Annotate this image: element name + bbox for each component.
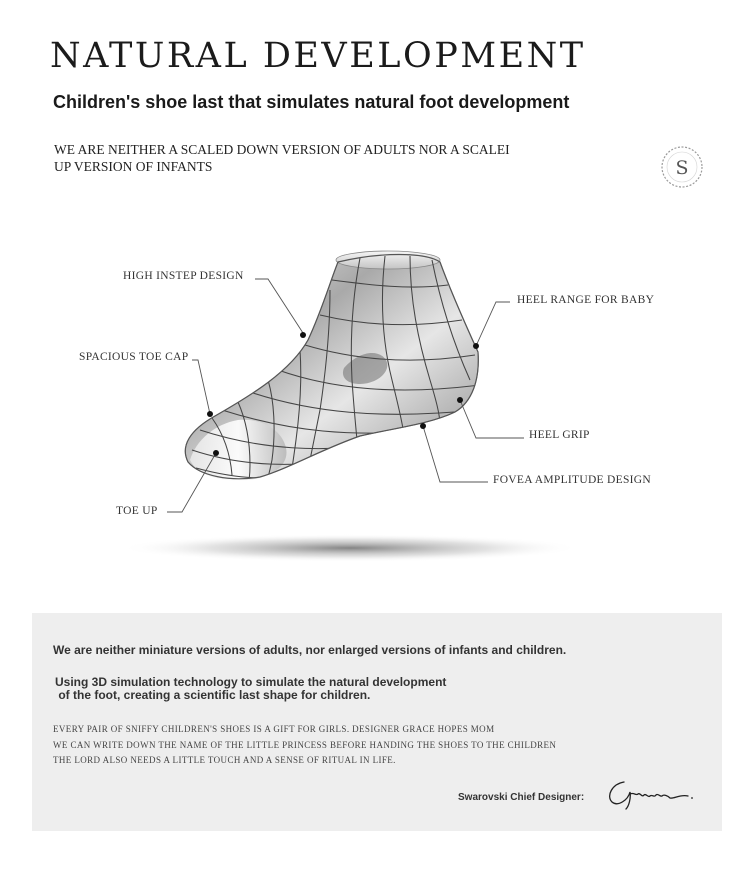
floor-shadow: [120, 534, 580, 562]
label-toe-up: TOE UP: [116, 505, 158, 517]
label-fovea-amplitude: FOVEA AMPLITUDE DESIGN: [493, 474, 652, 486]
statement-technology-line-1: Using 3D simulation technology to simulate the natural development: [55, 675, 447, 689]
page-title: NATURAL DEVELOPMENT: [50, 36, 586, 76]
heel-range-dot: [473, 343, 479, 349]
statement-body-line-1: EVERY PAIR OF SNIFFY CHILDREN'S SHOES IS A GIFT FOR GIRLS. DESIGNER GRACE HOPES MOM: [53, 724, 495, 734]
statement-body-line-2: WE CAN WRITE DOWN THE NAME OF THE LITTLE PRINCESS BEFORE HANDING THE SHOES TO THE CHILDREN: [53, 739, 557, 750]
brand-logo: [660, 145, 704, 189]
statement-headline: We are neither miniature versions of adults, nor enlarged versions of infants and children.: [53, 643, 567, 657]
tagline: [54, 141, 510, 175]
page-subtitle: Children's shoe last that simulates natural foot development: [53, 92, 570, 112]
shoe-last-body: [185, 251, 480, 488]
shoe-last-illustration: [0, 200, 750, 600]
label-high-instep: HIGH INSTEP DESIGN: [123, 270, 244, 282]
label-heel-range: HEEL RANGE FOR BABY: [517, 294, 655, 306]
statement-body-line-3: THE LORD ALSO NEEDS A LITTLE TOUCH AND A SENSE OF RITUAL IN LIFE.: [53, 755, 396, 765]
spacious-toe-cap-dot: [207, 411, 213, 417]
label-heel-grip: HEEL GRIP: [529, 429, 590, 441]
fovea-amplitude-dot: [420, 423, 426, 429]
tagline-line-2: UP VERSION OF INFANTS: [54, 159, 213, 174]
heel-grip-dot: [457, 397, 463, 403]
toe-up-dot: [213, 450, 219, 456]
high-instep-dot: [300, 332, 306, 338]
high-instep-leader: [255, 279, 303, 333]
spacious-toe-cap-leader: [192, 360, 210, 414]
fovea-amplitude-leader: [423, 426, 488, 482]
statement-technology-line-2: of the foot, creating a scientific last shape for children.: [55, 688, 371, 702]
logo-letter: S: [675, 157, 689, 179]
label-spacious-toe-cap: SPACIOUS TOE CAP: [79, 351, 189, 363]
heel-grip-leader: [460, 400, 524, 438]
heel-range-leader: [476, 302, 510, 346]
statement-body: [53, 722, 556, 769]
designer-signature-label: Swarovski Chief Designer:: [458, 792, 585, 803]
statement-technology: [55, 676, 446, 702]
designer-signature: [604, 776, 700, 812]
tagline-line-1: WE ARE NEITHER A SCALED DOWN VERSION OF ADULTS NOR A SCALEI: [54, 142, 510, 157]
